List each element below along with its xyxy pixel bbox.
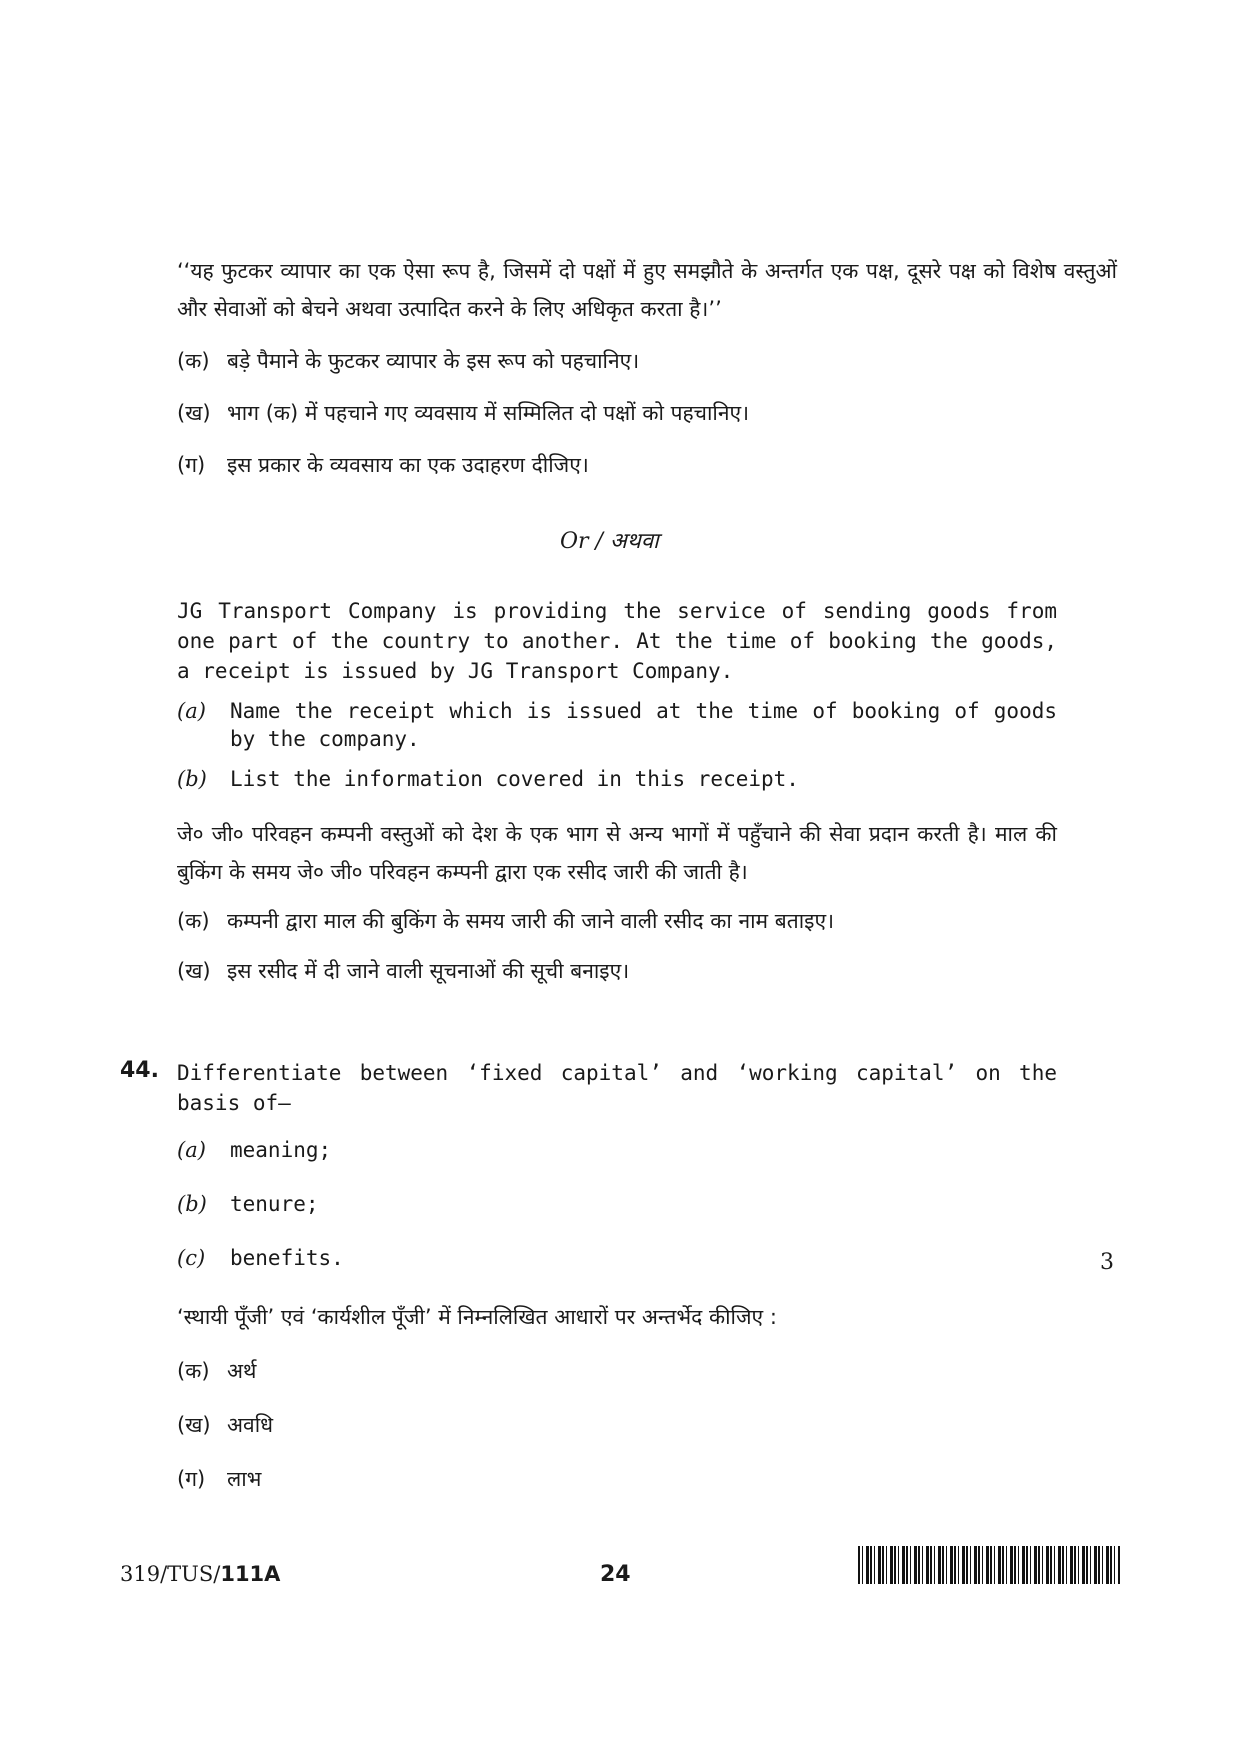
- item-text: Name the receipt which is issued at the time of booking of goods by the company.: [230, 699, 1057, 751]
- item-text: meaning;: [230, 1138, 332, 1162]
- item-label: (क): [177, 349, 210, 373]
- item-label: (क): [177, 1359, 210, 1383]
- item-text: tenure;: [230, 1192, 319, 1216]
- q44-item-b: [177, 1190, 1057, 1218]
- item-label: (ख): [177, 1413, 211, 1437]
- hindi-q1-item-ga: [177, 450, 1117, 480]
- q44-hindi-text: ‘स्थायी पूँजी’ एवं ‘कार्यशील पूँजी’ में निम्नलिखित आधारों पर अन्तर्भेद कीजिए :: [177, 1305, 777, 1329]
- item-text: लाभ: [227, 1467, 262, 1491]
- english-paragraph: JG Transport Company is providing the service of sending goods from one part of the country to another. At the time of booking the goods, a receipt is issued by JG Transport Company.: [177, 599, 1057, 683]
- q44-item-c: [177, 1244, 1057, 1272]
- item-text: कम्पनी द्वारा माल की बुकिंग के समय जारी की जाने वाली रसीद का नाम बताइए।: [227, 909, 835, 933]
- item-text: benefits.: [230, 1246, 344, 1270]
- item-label: (b): [177, 1192, 207, 1216]
- item-text: इस रसीद में दी जाने वाली सूचनाओं की सूची बनाइए।: [227, 959, 630, 983]
- q44-item-a: [177, 1136, 1057, 1164]
- item-text: इस प्रकार के व्यवसाय का एक उदाहरण दीजिए।: [227, 453, 589, 477]
- question-number: 44.: [120, 1058, 159, 1083]
- question-44-text: Differentiate between ‘fixed capital’ and ‘working capital’ on the basis of—: [177, 1061, 1057, 1115]
- or-separator: Or / अथवा: [560, 529, 659, 554]
- paper-code: [120, 1562, 280, 1586]
- q44-hindi-item-ga: [177, 1464, 1117, 1494]
- item-label: (ख): [177, 401, 211, 425]
- barcode-image: [858, 1546, 1120, 1584]
- hindi-q2-item-kha: [177, 956, 1117, 986]
- item-label: (ग): [177, 453, 206, 477]
- item-label: (c): [177, 1246, 206, 1270]
- hindi-paragraph-2: जे० जी० परिवहन कम्पनी वस्तुओं को देश के एक भाग से अन्य भागों में पहुँचाने की सेवा प्रदान करती है। माल की बुकिंग के समय जे० जी० परिवहन कम्पनी द्वारा एक रसीद जारी की जाती है।: [177, 822, 1057, 884]
- item-label: (क): [177, 909, 210, 933]
- paper-code-bold: 111A: [220, 1562, 281, 1586]
- english-item-b: [177, 765, 1057, 793]
- english-item-a: [177, 697, 1057, 753]
- item-label: (ग): [177, 1467, 206, 1491]
- item-text: List the information covered in this receipt.: [230, 767, 799, 791]
- paper-code-prefix: 319/TUS/: [120, 1562, 221, 1586]
- hindi-q1-item-kha: [177, 398, 1117, 428]
- page-number: 24: [600, 1562, 631, 1587]
- item-label: (ख): [177, 959, 211, 983]
- item-text: अवधि: [227, 1413, 274, 1437]
- item-label: (a): [177, 1138, 206, 1162]
- item-text: अर्थ: [227, 1359, 257, 1383]
- marks-indicator: 3: [1100, 1250, 1114, 1275]
- q44-hindi-item-kha: [177, 1410, 1117, 1440]
- item-text: बड़े पैमाने के फुटकर व्यापार के इस रूप को पहचानिए।: [227, 349, 640, 373]
- item-text: भाग (क) में पहचाने गए व्यवसाय में सम्मिलित दो पक्षों को पहचानिए।: [227, 401, 750, 425]
- hindi-q2-item-ka: [177, 906, 1117, 936]
- item-label: (b): [177, 767, 207, 791]
- hindi-intro-paragraph: ‘‘यह फुटकर व्यापार का एक ऐसा रूप है, जिसमें दो पक्षों में हुए समझौते के अन्तर्गत एक पक्ष, दूसरे पक्ष को विशेष वस्तुओं और सेवाओं को बेचने अथवा उत्पादित करने के लिए अधिकृत करता है।’’: [177, 259, 1117, 321]
- q44-hindi-item-ka: [177, 1356, 1117, 1386]
- hindi-q1-item-ka: [177, 346, 1117, 376]
- item-label: (a): [177, 699, 206, 723]
